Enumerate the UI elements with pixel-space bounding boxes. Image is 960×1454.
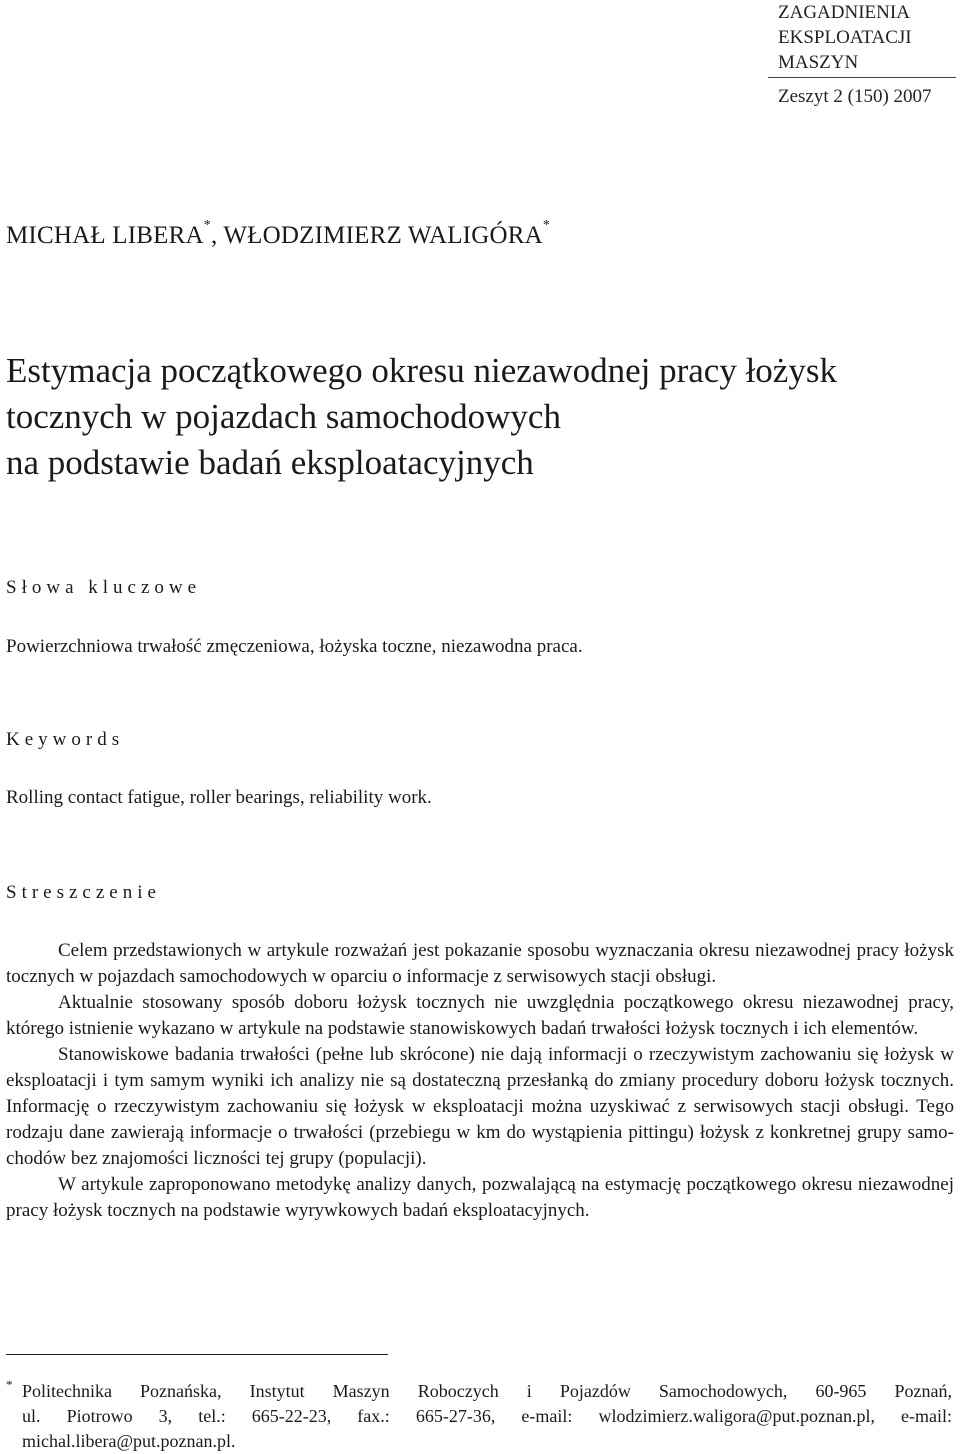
journal-name-line2: EKSPLOATACJI: [778, 27, 912, 48]
footnote-line-1: [6, 1372, 952, 1404]
abstract-paragraph: Stanowiskowe badania trwałości (pełne lub skrócone) nie dają informacji o rzeczywistym zachowaniu się łożysk w eksploatacji i tym samym wyniki ich analizy nie są dostateczną przesłanką do zmiany procedury doboru łożysk tocznych. Informację o rzeczywistym zachowaniu się łożysk w eksploatacji można uzyskiwać z serwisowych stacji obsługi. Tego rodzaju dane zawierają informacje o trwałości (przebiegu w km do wystąpienia pittingu) łożysk z konkretnej grupy samochodów bez znajomości liczności tej grupy (populacji).: [6, 1044, 954, 1169]
affiliation-mark-1: *: [203, 218, 211, 233]
title-line-3: na podstawie badań eksploatacyjnych: [6, 443, 534, 482]
abstract-paragraph: Celem przedstawionych w artykule rozważań jest pokazanie sposobu wyznaczania okresu niezawodnej pracy łożysk tocznych w pojazdach samochodowych w oparciu o informacje z serwisowych stacji obsługi.: [6, 940, 954, 987]
author-separator: ,: [210, 222, 224, 249]
footnote-affiliation: Politechnika Poznańska, Instytut Maszyn Roboczych i Pojazdów Samochodowych, 60-965 Poznań,: [22, 1381, 952, 1401]
footnote: [6, 1372, 952, 1454]
keywords-pl-label: Słowa kluczowe: [6, 577, 202, 598]
paper-title: [6, 348, 956, 486]
footnote-line-2: ul. Piotrowo 3, tel.: 665-22-23, fax.: 665-27-36, e-mail: wlodzimierz.waligora@put.poznan.pl, e-mail:: [22, 1406, 952, 1426]
abstract-label: Streszczenie: [6, 882, 161, 903]
footnote-divider: [6, 1354, 388, 1355]
title-line-2: tocznych w pojazdach samochodowych: [6, 397, 561, 436]
footnote-line-3: michal.libera@put.poznan.pl.: [22, 1431, 236, 1451]
keywords-en-label: Keywords: [6, 729, 125, 750]
abstract-paragraph: W artykule zaproponowano metodykę analizy danych, pozwalającą na estymację początkowego okresu niezawodnej pracy łożysk tocznych na podstawie wyrywkowych badań eksploatacyjnych.: [6, 1174, 954, 1221]
journal-header: [768, 0, 956, 109]
authors: [6, 218, 550, 250]
affiliation-mark-2: *: [542, 218, 551, 233]
keywords-en-text: Rolling contact fatigue, roller bearings, reliability work.: [6, 787, 432, 808]
author-1: MICHAŁ LIBERA: [6, 222, 204, 249]
journal-name-line1: ZAGADNIENIA: [778, 2, 910, 23]
journal-issue: Zeszyt 2 (150) 2007: [778, 86, 932, 107]
journal-divider: [768, 77, 956, 78]
abstract-body: [6, 938, 954, 1224]
keywords-pl-text: Powierzchniowa trwałość zmęczeniowa, łożyska toczne, niezawodna praca.: [6, 636, 583, 657]
abstract-paragraph: Aktualnie stosowany sposób doboru łożysk tocznych nie uwzględnia początkowego okresu niezawodnej pracy, którego istnienie wykazano w artykule na podstawie stanowiskowych badań trwałości łożysk tocznych i ich elementów.: [6, 992, 954, 1039]
footnote-mark: *: [6, 1377, 13, 1392]
journal-name-line3: MASZYN: [778, 52, 859, 73]
author-2: WŁODZIMIERZ WALIGÓRA: [223, 222, 543, 249]
title-line-1: Estymacja początkowego okresu niezawodnej pracy łożysk: [6, 351, 837, 390]
